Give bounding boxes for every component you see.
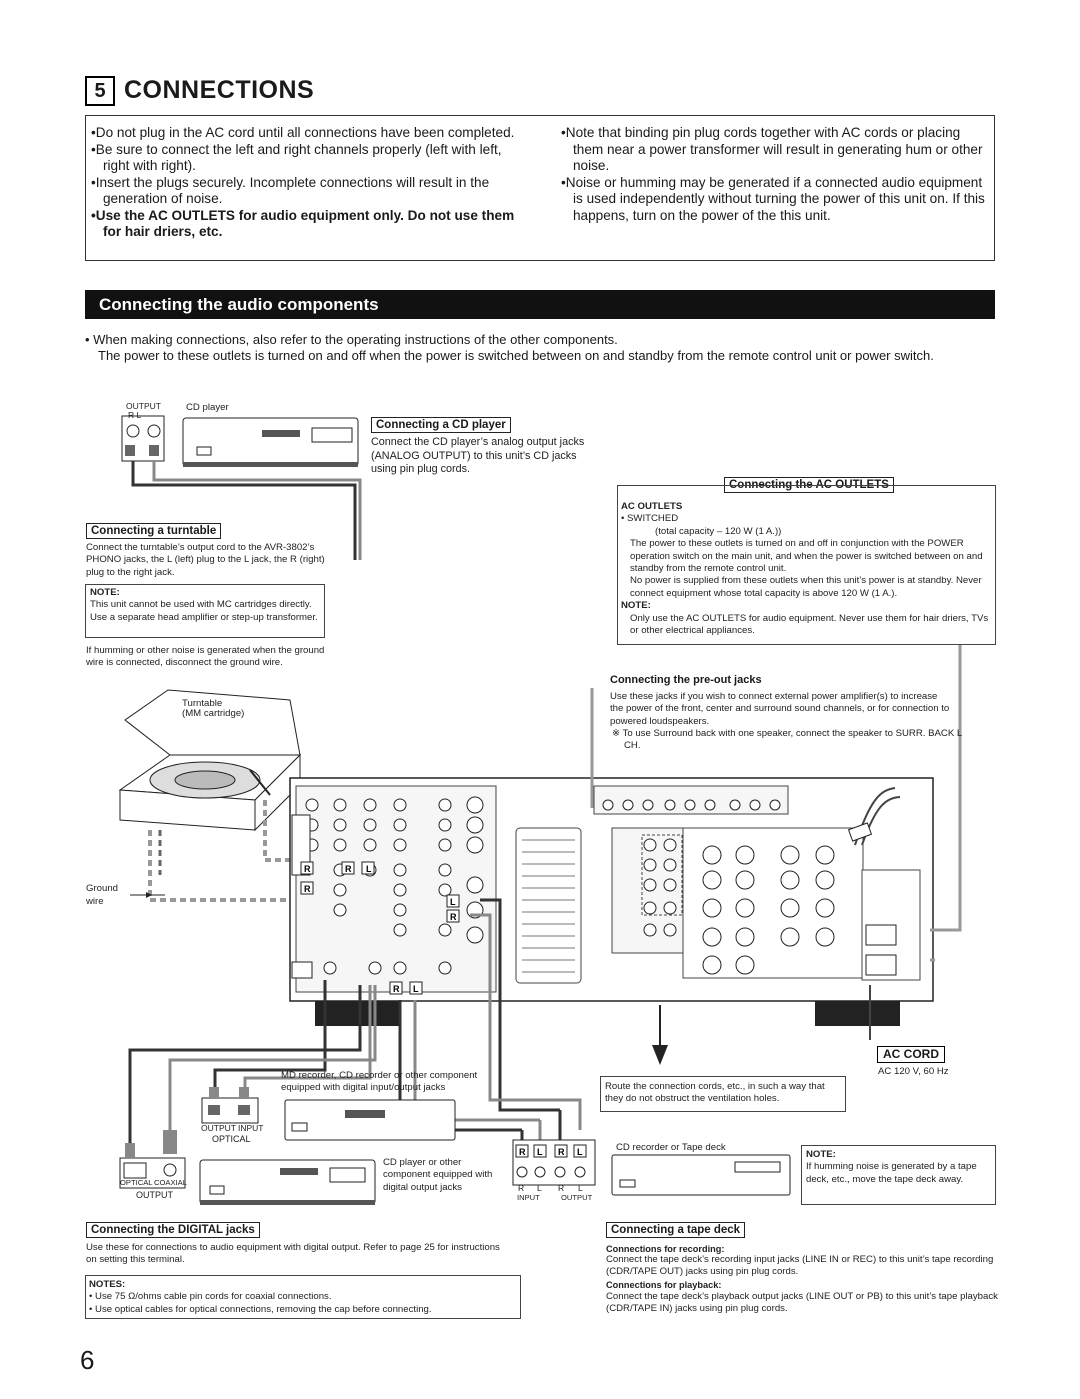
tape-rec-text: Connect the tape deck’s recording input jacks (LINE IN or REC) to this unit’s tape recording (CDR/TAPE OUT) jacks using pin plug cords. — [606, 1254, 994, 1278]
tape-rec-label: Connections for recording: — [606, 1244, 725, 1254]
receiver-rear-panel — [290, 778, 933, 1026]
turntable-text: Connect the turntable’s output cord to the AVR-3802’s PHONO jacks, the L (left) plug to the L jack, the R (right) plug to the right jack. — [86, 542, 325, 578]
tape-note-label: NOTE: — [806, 1149, 836, 1160]
preout-note: ※ To use Surround back with one speaker, connect the speaker to SURR. BACK L CH. — [612, 728, 962, 752]
tape-note — [806, 1149, 992, 1186]
turntable-sub: (MM cartridge) — [182, 708, 245, 719]
intro-left-3: •Insert the plugs securely. Incomplete connections will result in the generation of noise. — [91, 174, 490, 206]
page-number: 6 — [80, 1345, 95, 1375]
tape-output-label: OUTPUT — [561, 1193, 593, 1202]
tape-note-text: If humming noise is generated by a tape deck, etc., move the tape deck away. — [806, 1161, 977, 1185]
md-input-label: INPUT — [238, 1123, 264, 1133]
turntable-note-text: This unit cannot be used with MC cartridges directly. Use a separate head amplifier or step-up transformer. — [90, 599, 318, 623]
tape-deck-device — [612, 1155, 790, 1195]
intro-left-4: •Use the AC OUTLETS for audio equipment only. Do not use them for hair driers, etc. — [91, 207, 515, 239]
cd-coaxial-label: COAXIAL — [154, 1178, 187, 1187]
ac-capacity: (total capacity – 120 W (1 A.)) — [655, 525, 782, 537]
ac-note: Only use the AC OUTLETS for audio equipment. Never use them for hair driers, TVs or other electrical appliances. — [630, 612, 989, 637]
turntable-note-label: NOTE: — [90, 587, 120, 598]
cd-output-digital-label: OUTPUT — [136, 1190, 173, 1200]
turntable-label: Turntable — [182, 698, 223, 709]
tape-input-label: INPUT — [517, 1193, 540, 1202]
ground-label: Ground — [86, 883, 118, 894]
tape-l2: L — [578, 1183, 583, 1193]
svg-text:L: L — [577, 1147, 583, 1157]
route-text: Route the connection cords, etc., in such a way that they do not obstruct the ventilation holes. — [605, 1081, 825, 1105]
svg-text:R: R — [304, 864, 311, 874]
cd-player-heading: Connecting a CD player — [371, 417, 511, 433]
wire-label: wire — [86, 896, 104, 907]
subsection-banner: Connecting the audio components — [85, 290, 995, 319]
main-line-2: The power to these outlets is turned on and off when the power is switched between on and standby from the remote control unit or power switch. — [98, 348, 934, 363]
section-number: 5 — [85, 76, 115, 106]
tape-jacks — [513, 1140, 595, 1185]
intro-right-1: •Note that binding pin plug cords together with AC cords or placing them near a power transformer will result in generating hum or other noise. — [561, 125, 983, 173]
tape-heading: Connecting a tape deck — [606, 1222, 745, 1238]
svg-text:L: L — [450, 897, 456, 907]
cd-output-label: OUTPUT — [126, 401, 161, 411]
cd-player-label: CD player — [186, 402, 229, 413]
tape-play-text: Connect the tape deck’s playback output jacks (LINE OUT or PB) to this unit’s tape playback (CDR/TAPE IN) jacks using pin plug cords. — [606, 1291, 998, 1315]
intro-right-2: •Noise or humming may be generated if a connected audio equipment is used independently without turning the power of this unit on. If this happens, turn on the power of the this unit. — [561, 174, 985, 223]
ac-switched: • SWITCHED — [621, 513, 679, 525]
svg-text:R: R — [450, 912, 457, 922]
ac-cord-spec: AC 120 V, 60 Hz — [878, 1066, 949, 1077]
intro-left-1: •Do not plug in the AC cord until all connections have been completed. — [91, 125, 515, 140]
tape-play-label: Connections for playback: — [606, 1280, 722, 1290]
ac-outlets-content — [621, 501, 991, 637]
main-line-1: • When making connections, also refer to the operating instructions of the other components. — [85, 332, 618, 347]
svg-text:R: R — [345, 864, 352, 874]
turntable-note — [90, 587, 322, 624]
md-optical-label: OPTICAL — [212, 1134, 251, 1144]
digital-heading: Connecting the DIGITAL jacks — [86, 1222, 260, 1238]
preout-text: Use these jacks if you wish to connect external power amplifier(s) to increase the power of the front, center and surround sound channels, or for connection to powered loudspeakers. — [610, 691, 950, 727]
svg-text:R: R — [304, 884, 311, 894]
svg-text:L: L — [413, 984, 419, 994]
digital-notes-label: NOTES: — [89, 1279, 126, 1290]
svg-text:L: L — [537, 1147, 543, 1157]
cd-player-text: Connect the CD player’s analog output jacks (ANALOG OUTPUT) to this unit’s CD jacks using pin plug cords. — [371, 436, 585, 475]
svg-text:R: R — [519, 1147, 526, 1157]
preout-heading: Connecting the pre-out jacks — [610, 674, 762, 686]
cd-optical-label: OPTICAL — [120, 1178, 153, 1187]
cd-player-device — [122, 416, 358, 467]
turntable-heading: Connecting a turntable — [86, 523, 221, 539]
ac-text1: The power to these outlets is turned on and off in conjunction with the POWER operation switch on the main unit, and when the power is switched between on and standby from the remote control unit. — [630, 538, 983, 575]
section-title: CONNECTIONS — [124, 76, 315, 104]
ac-outlets-title: AC OUTLETS — [621, 501, 683, 512]
svg-text:L: L — [366, 864, 372, 874]
intro-left-2: •Be sure to connect the left and right channels properly (left with left, right with right). — [91, 141, 502, 173]
ac-text2: No power is supplied from these outlets when this unit’s power is at standby. Never connect equipment whose total capacity is above 120 W (1 A.). — [630, 575, 982, 599]
ac-cord-label: AC CORD — [877, 1046, 945, 1063]
digital-text: Use these for connections to audio equipment with digital output. Refer to page 25 for instructions on setting this terminal. — [86, 1242, 500, 1266]
svg-text:R: R — [393, 984, 400, 994]
digital-note-2: • Use optical cables for optical connections, removing the cap before connecting. — [89, 1303, 432, 1315]
md-output-label: OUTPUT — [201, 1123, 236, 1133]
cd-rl-label: R L — [128, 410, 142, 420]
md-recorder-text: MD recorder, CD recorder or other component equipped with digital input/output jacks — [281, 1070, 478, 1094]
svg-text:R: R — [558, 1147, 565, 1157]
digital-cd-text: CD player or other component equipped with digital output jacks — [383, 1157, 493, 1193]
digital-note-1: • Use 75 Ω/ohms cable pin cords for coaxial connections. — [89, 1291, 332, 1303]
ac-note-label: NOTE: — [621, 600, 651, 612]
tape-r1: R — [518, 1183, 525, 1193]
tape-l1: L — [537, 1183, 542, 1193]
digital-notes — [89, 1279, 517, 1316]
ac-outlets-heading: Connecting the AC OUTLETS — [724, 477, 894, 493]
turntable-hum: If humming or other noise is generated when the ground wire is connected, disconnect the ground wire. — [86, 645, 325, 669]
tape-device-label: CD recorder or Tape deck — [616, 1142, 726, 1153]
tape-r2: R — [558, 1183, 565, 1193]
